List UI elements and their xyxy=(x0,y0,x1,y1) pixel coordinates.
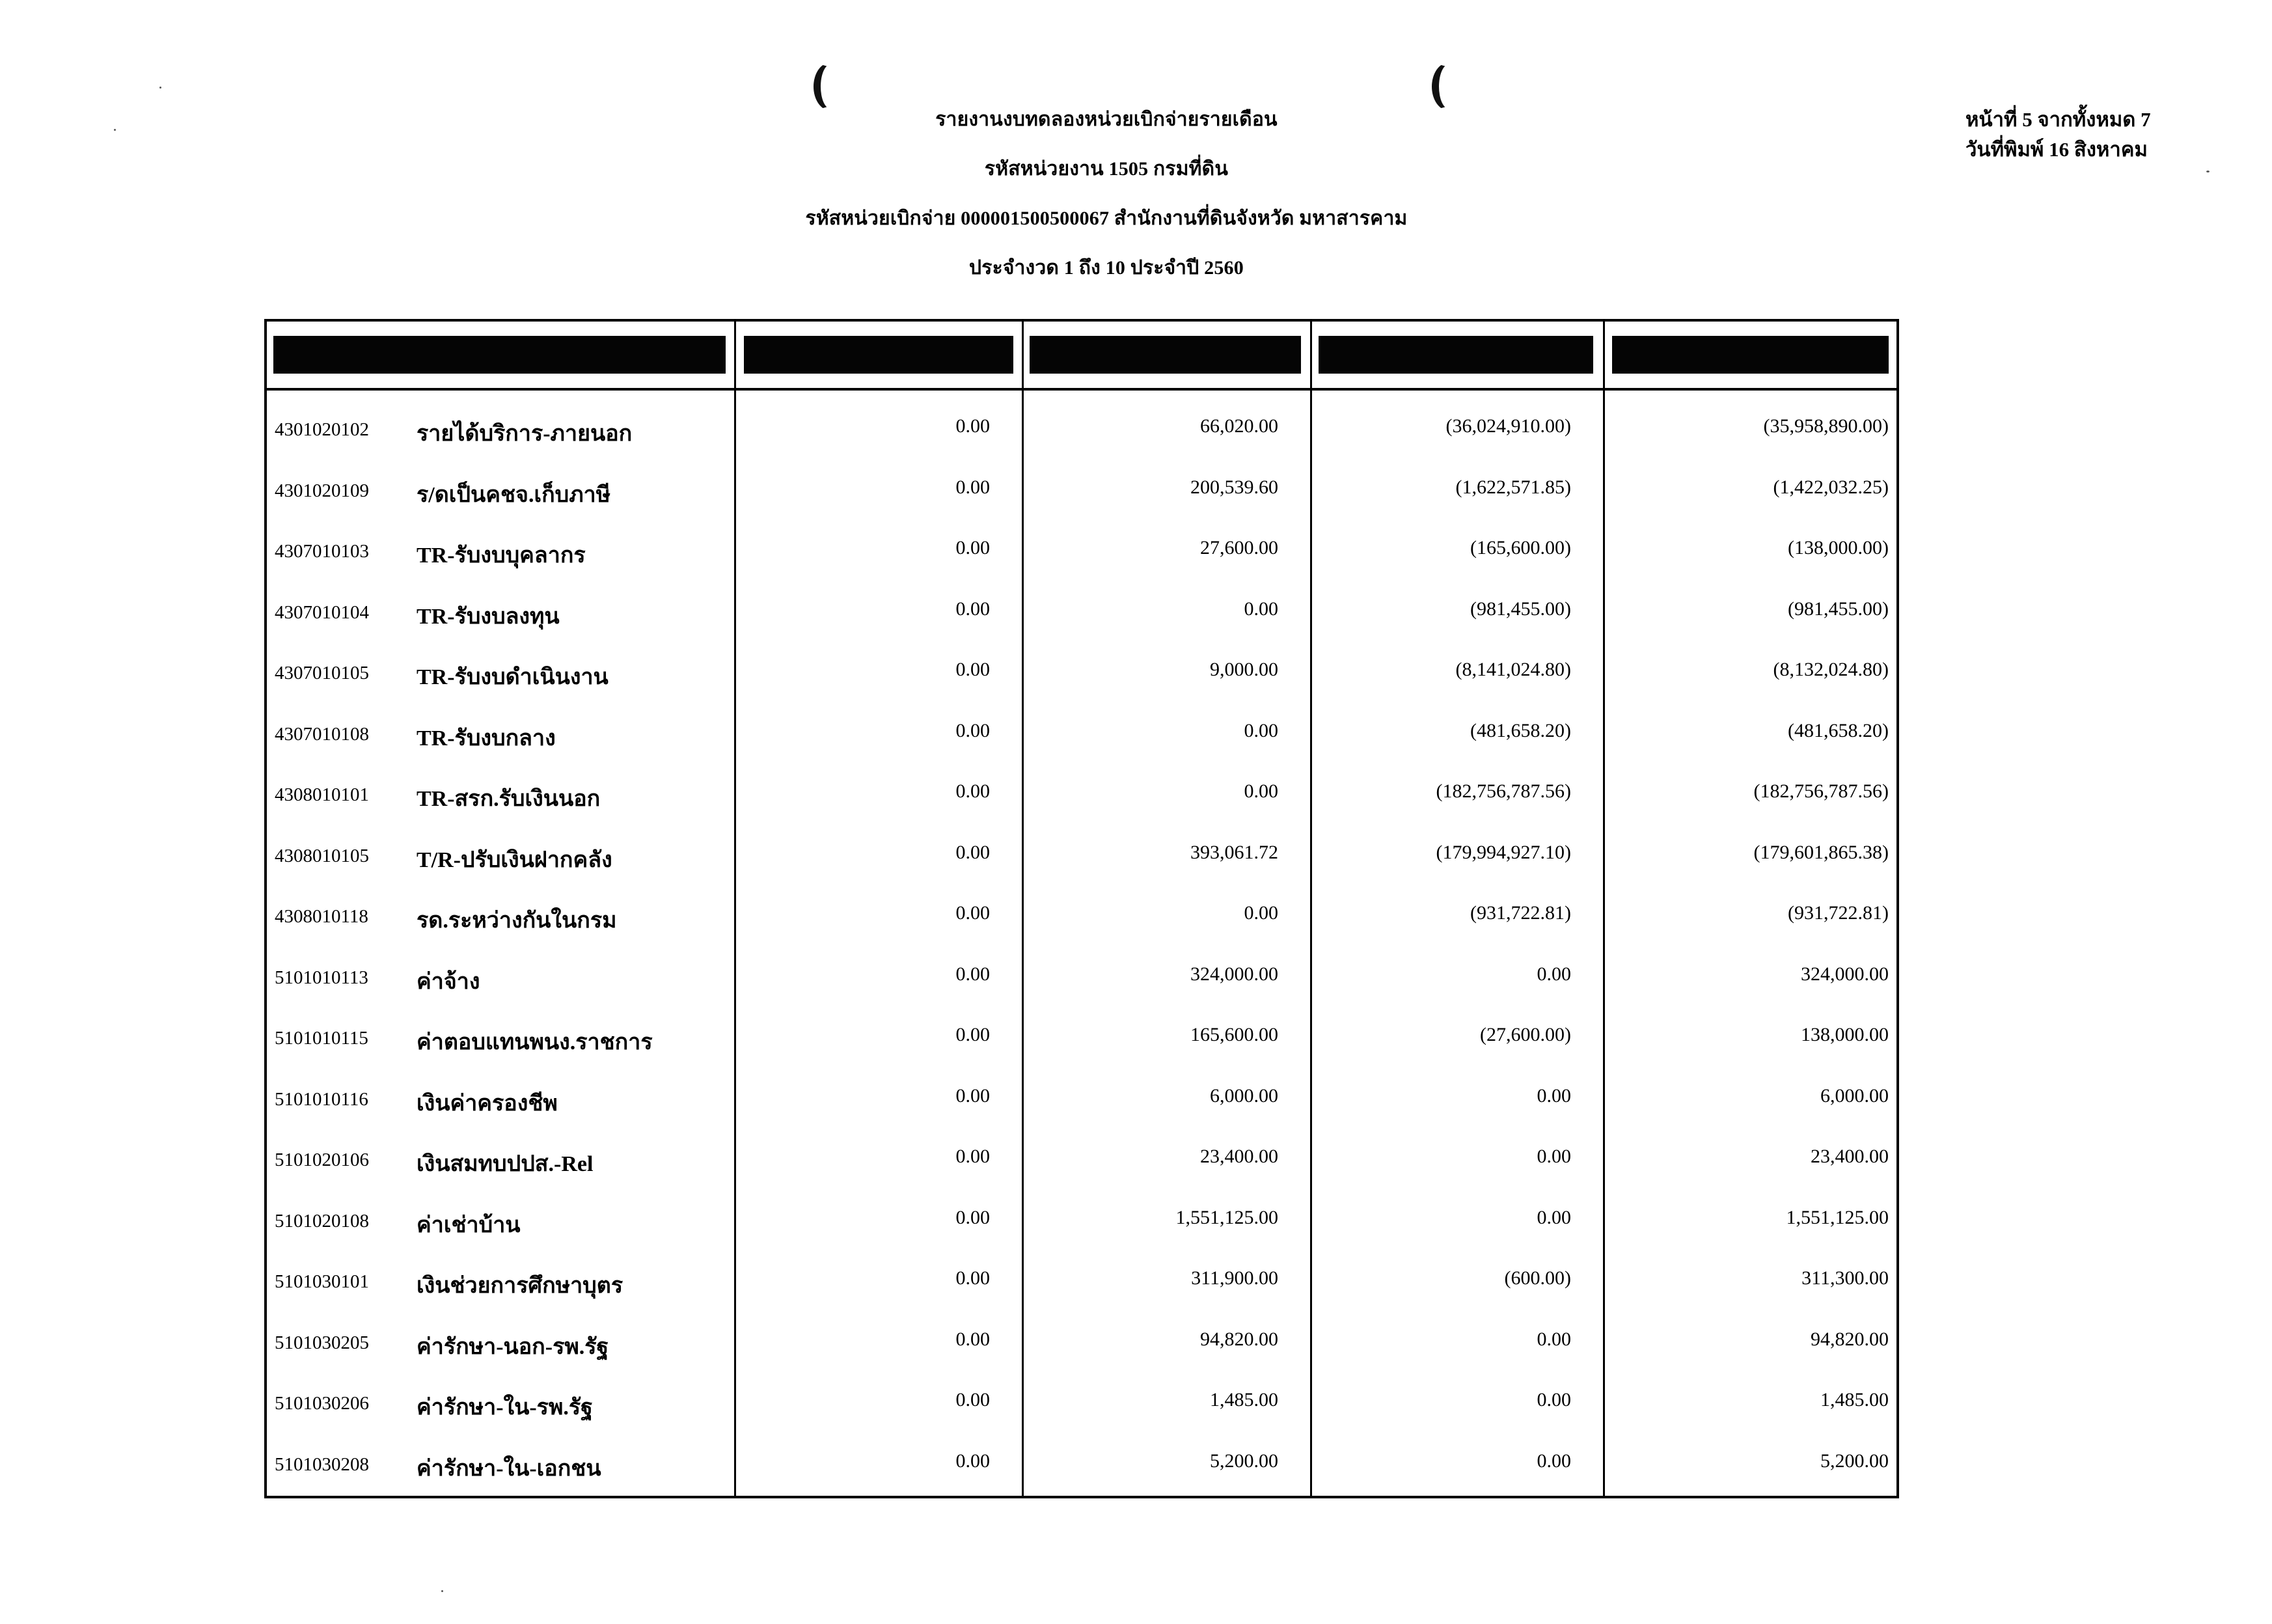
account-code: 5101010116 xyxy=(275,1088,368,1110)
amount-col2: 0.00 xyxy=(955,415,990,437)
amount-col5: 1,551,125.00 xyxy=(1786,1206,1889,1228)
amount-col5: (182,756,787.56) xyxy=(1753,780,1889,802)
table-row xyxy=(267,573,1896,635)
amount-col3: 1,485.00 xyxy=(1210,1389,1278,1411)
amount-col3: 6,000.00 xyxy=(1210,1084,1278,1107)
redacted-header-account xyxy=(273,336,726,374)
table-row xyxy=(267,452,1896,513)
amount-col5: 1,485.00 xyxy=(1820,1389,1889,1411)
table-row xyxy=(267,877,1896,939)
amount-col2: 0.00 xyxy=(955,841,990,863)
account-code: 5101030208 xyxy=(275,1453,369,1475)
account-code: 4307010104 xyxy=(275,601,369,623)
amount-col2: 0.00 xyxy=(955,1328,990,1350)
amount-col2: 0.00 xyxy=(955,1267,990,1289)
account-name: TR-รับงบกลาง xyxy=(417,726,556,750)
table-row xyxy=(267,391,1896,452)
account-name: TR-รับงบลงทุน xyxy=(417,604,560,629)
account-code: 5101030206 xyxy=(275,1393,369,1414)
amount-col4: (481,658.20) xyxy=(1470,719,1571,741)
account-name: TR-สรก.รับเงินนอก xyxy=(417,787,601,811)
amount-col3: 311,900.00 xyxy=(1191,1267,1278,1289)
amount-col3: 0.00 xyxy=(1244,780,1278,802)
account-name: T/R-ปรับเงินฝากคลัง xyxy=(417,847,612,872)
account-code: 4301020109 xyxy=(275,480,369,501)
account-code: 4307010103 xyxy=(275,541,369,562)
punch-hole-left xyxy=(814,62,847,111)
report-period: ประจำงวด 1 ถึง 10 ประจำปี 2560 xyxy=(969,257,1244,279)
amount-col3: 27,600.00 xyxy=(1200,537,1278,558)
print-date: วันที่พิมพ์ 16 สิงหาคม xyxy=(1965,138,2148,161)
amount-col5: 23,400.00 xyxy=(1811,1146,1889,1167)
amount-col4: 0.00 xyxy=(1537,1328,1571,1350)
account-name: ค่ารักษา-ใน-รพ.รัฐ xyxy=(417,1396,593,1420)
table-row xyxy=(267,999,1896,1060)
account-code: 4301020102 xyxy=(275,419,369,440)
account-name: รายได้บริการ-ภายนอก xyxy=(417,422,633,446)
amount-col3: 0.00 xyxy=(1244,902,1278,924)
account-name: TR-รับงบดำเนินงาน xyxy=(417,665,609,689)
amount-col2: 0.00 xyxy=(955,1024,990,1045)
account-code: 4308010105 xyxy=(275,845,369,866)
amount-col2: 0.00 xyxy=(955,598,990,620)
amount-col2: 0.00 xyxy=(955,719,990,741)
table-row xyxy=(267,817,1896,878)
amount-col2: 0.00 xyxy=(955,1450,990,1472)
amount-col4: 0.00 xyxy=(1537,1389,1571,1411)
amount-col3: 1,551,125.00 xyxy=(1175,1206,1278,1228)
disbursement-unit: รหัสหน่วยเบิกจ่าย 000001500500067 สำนักงานที่ดินจังหวัด มหาสารคาม xyxy=(805,208,1408,229)
table-row xyxy=(267,634,1896,695)
agency-code: รหัสหน่วยงาน 1505 กรมที่ดิน xyxy=(984,158,1229,180)
account-code: 4308010101 xyxy=(275,784,369,805)
scan-speck xyxy=(159,87,161,89)
table-row xyxy=(267,1060,1896,1122)
amount-col5: 6,000.00 xyxy=(1820,1084,1889,1107)
amount-col2: 0.00 xyxy=(955,476,990,498)
amount-col3: 393,061.72 xyxy=(1190,841,1278,863)
table-row xyxy=(267,1121,1896,1182)
amount-col5: (481,658.20) xyxy=(1788,719,1889,741)
amount-col5: (981,455.00) xyxy=(1788,598,1889,620)
account-name: เงินช่วยการศึกษาบุตร xyxy=(417,1274,623,1298)
table-row xyxy=(267,1364,1896,1425)
account-name: รด.ระหว่างกันในกรม xyxy=(417,909,617,933)
account-name: ค่ารักษา-ใน-เอกชน xyxy=(417,1456,601,1481)
redacted-header-col4 xyxy=(1319,336,1593,374)
table-row xyxy=(267,512,1896,573)
table-row xyxy=(267,756,1896,817)
redacted-header-col2 xyxy=(744,336,1013,374)
amount-col3: 23,400.00 xyxy=(1200,1146,1278,1167)
table-header xyxy=(267,322,1896,391)
amount-col3: 200,539.60 xyxy=(1190,476,1278,498)
account-name: ค่าเช่าบ้าน xyxy=(417,1213,521,1237)
amount-col4: (981,455.00) xyxy=(1470,598,1571,620)
amount-col4: 0.00 xyxy=(1537,1084,1571,1107)
scan-speck xyxy=(2206,171,2210,172)
amount-col3: 0.00 xyxy=(1244,719,1278,741)
amount-col5: (35,958,890.00) xyxy=(1763,415,1889,437)
amount-col4: 0.00 xyxy=(1537,1146,1571,1167)
amount-col4: (36,024,910.00) xyxy=(1445,415,1571,437)
amount-col2: 0.00 xyxy=(955,902,990,924)
amount-col3: 94,820.00 xyxy=(1200,1328,1278,1350)
amount-col5: 324,000.00 xyxy=(1801,963,1889,985)
punch-hole-right xyxy=(1432,62,1466,111)
amount-col3: 324,000.00 xyxy=(1190,963,1278,985)
amount-col2: 0.00 xyxy=(955,963,990,985)
scan-speck xyxy=(114,129,116,131)
account-code: 5101030101 xyxy=(275,1271,369,1292)
amount-col5: 5,200.00 xyxy=(1820,1450,1889,1472)
amount-col5: (1,422,032.25) xyxy=(1773,476,1889,498)
amount-col4: 0.00 xyxy=(1537,963,1571,985)
amount-col2: 0.00 xyxy=(955,659,990,680)
amount-col5: (8,132,024.80) xyxy=(1773,659,1889,680)
table-row xyxy=(267,1304,1896,1365)
trial-balance-table xyxy=(264,319,1899,1498)
amount-col2: 0.00 xyxy=(955,1146,990,1167)
account-code: 5101020106 xyxy=(275,1149,369,1170)
amount-col5: (931,722.81) xyxy=(1788,902,1889,924)
redacted-header-col5 xyxy=(1612,336,1889,374)
account-name: ค่ารักษา-นอก-รพ.รัฐ xyxy=(417,1334,609,1359)
table-row xyxy=(267,939,1896,1000)
account-name: ร/ดเป็นคชจ.เก็บภาษี xyxy=(417,482,611,507)
amount-col3: 165,600.00 xyxy=(1190,1024,1278,1045)
account-code: 5101020108 xyxy=(275,1210,369,1232)
page-number: หน้าที่ 5 จากทั้งหมด 7 xyxy=(1965,108,2151,131)
amount-col4: (1,622,571.85) xyxy=(1455,476,1571,498)
account-name: ค่าจ้าง xyxy=(417,969,480,994)
account-code: 5101030205 xyxy=(275,1332,369,1353)
table-row xyxy=(267,1182,1896,1243)
amount-col3: 5,200.00 xyxy=(1210,1450,1278,1472)
amount-col3: 66,020.00 xyxy=(1200,415,1278,437)
amount-col3: 9,000.00 xyxy=(1210,659,1278,680)
report-title: รายงานงบทดลองหน่วยเบิกจ่ายรายเดือน xyxy=(935,109,1278,130)
amount-col2: 0.00 xyxy=(955,1084,990,1107)
amount-col5: (179,601,865.38) xyxy=(1753,841,1889,863)
amount-col5: 311,300.00 xyxy=(1801,1267,1889,1289)
account-name: ค่าตอบแทนพนง.ราชการ xyxy=(417,1030,653,1054)
amount-col2: 0.00 xyxy=(955,1206,990,1228)
amount-col4: (182,756,787.56) xyxy=(1436,780,1571,802)
account-code: 5101010115 xyxy=(275,1028,368,1049)
redacted-header-col3 xyxy=(1030,336,1301,374)
account-code: 4307010108 xyxy=(275,723,369,745)
amount-col5: (138,000.00) xyxy=(1788,537,1889,558)
account-code: 4307010105 xyxy=(275,663,369,683)
amount-col4: (165,600.00) xyxy=(1470,537,1571,558)
amount-col2: 0.00 xyxy=(955,537,990,558)
amount-col4: (600.00) xyxy=(1504,1267,1571,1289)
table-row xyxy=(267,1243,1896,1304)
amount-col4: 0.00 xyxy=(1537,1450,1571,1472)
amount-col5: 94,820.00 xyxy=(1811,1328,1889,1350)
account-code: 5101010113 xyxy=(275,967,368,988)
amount-col2: 0.00 xyxy=(955,1389,990,1411)
amount-col4: (931,722.81) xyxy=(1470,902,1571,924)
account-name: เงินค่าครองชีพ xyxy=(417,1091,558,1116)
account-code: 4308010118 xyxy=(275,906,368,927)
table-row xyxy=(267,695,1896,756)
scan-speck xyxy=(441,1590,443,1592)
amount-col3: 0.00 xyxy=(1244,598,1278,620)
table-row xyxy=(267,1425,1896,1487)
account-name: เงินสมทบปปส.-Rel xyxy=(417,1152,594,1176)
amount-col4: (8,141,024.80) xyxy=(1455,659,1571,680)
account-name: TR-รับงบบุคลากร xyxy=(417,544,586,568)
amount-col4: (179,994,927.10) xyxy=(1436,841,1571,863)
amount-col4: 0.00 xyxy=(1537,1206,1571,1228)
amount-col4: (27,600.00) xyxy=(1480,1024,1571,1045)
amount-col2: 0.00 xyxy=(955,780,990,802)
amount-col5: 138,000.00 xyxy=(1801,1024,1889,1045)
